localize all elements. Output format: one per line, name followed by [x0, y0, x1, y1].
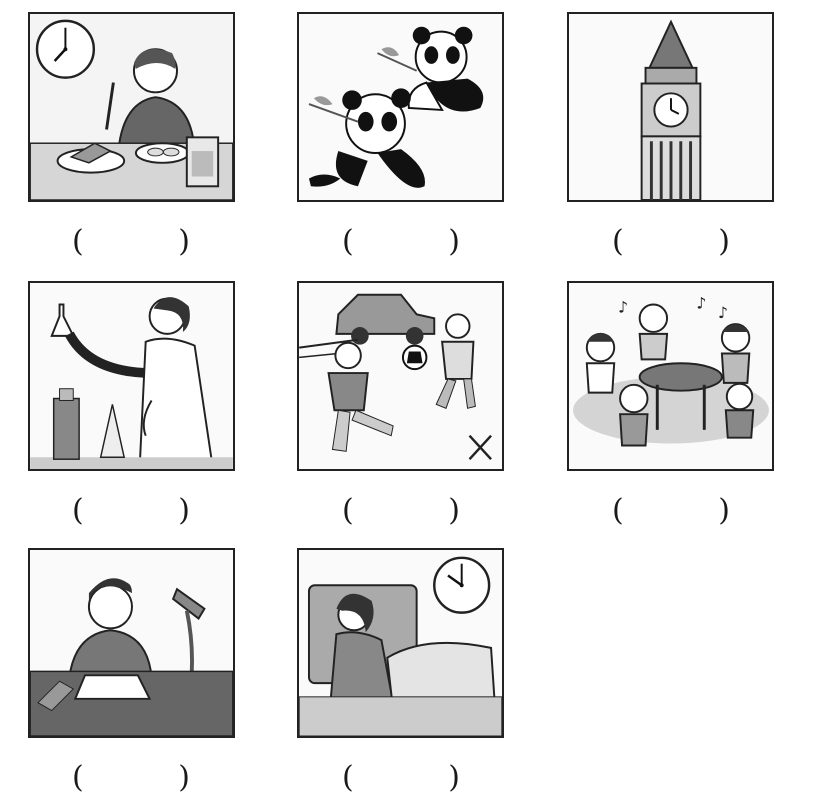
open-paren: ( — [72, 224, 84, 259]
open-paren: ( — [72, 760, 84, 795]
open-paren: ( — [612, 224, 624, 259]
open-paren: ( — [612, 493, 624, 528]
answer-bracket[interactable] — [72, 220, 190, 264]
music-note-icon: ♪ — [618, 297, 629, 317]
close-paren: ) — [178, 760, 190, 795]
picture-studying — [28, 548, 235, 738]
party-illustration — [569, 283, 772, 469]
close-paren: ) — [448, 224, 460, 259]
picture-pandas — [297, 12, 504, 202]
picture-scientist — [28, 281, 235, 471]
close-paren: ) — [178, 493, 190, 528]
picture-breakfast — [28, 12, 235, 202]
answer-bracket[interactable] — [612, 489, 730, 533]
close-paren: ) — [178, 224, 190, 259]
music-note-icon: ♪ — [696, 293, 707, 313]
open-paren: ( — [342, 760, 354, 795]
close-paren: ) — [448, 760, 460, 795]
scientist-illustration — [30, 283, 233, 469]
answer-bracket[interactable] — [342, 220, 460, 264]
pandas-illustration — [299, 14, 502, 200]
open-paren: ( — [72, 493, 84, 528]
answer-bracket[interactable] — [72, 489, 190, 533]
answer-bracket[interactable] — [72, 756, 190, 800]
close-paren: ) — [718, 224, 730, 259]
music-note-icon: ♪ — [717, 303, 728, 323]
open-paren: ( — [342, 224, 354, 259]
big-ben-illustration — [569, 14, 772, 200]
waking-up-illustration — [299, 550, 502, 736]
picture-football — [297, 281, 504, 471]
football-icon — [403, 346, 426, 369]
picture-waking-up — [297, 548, 504, 738]
answer-bracket[interactable] — [342, 489, 460, 533]
answer-bracket[interactable] — [342, 756, 460, 800]
picture-big-ben — [567, 12, 774, 202]
picture-party — [567, 281, 774, 471]
answer-bracket[interactable] — [612, 220, 730, 264]
breakfast-illustration — [30, 14, 233, 200]
close-paren: ) — [718, 493, 730, 528]
close-paren: ) — [448, 493, 460, 528]
studying-illustration — [30, 550, 233, 736]
open-paren: ( — [342, 493, 354, 528]
wall-clock-icon — [434, 558, 489, 613]
wall-clock-icon — [37, 21, 94, 78]
football-illustration — [299, 283, 502, 469]
